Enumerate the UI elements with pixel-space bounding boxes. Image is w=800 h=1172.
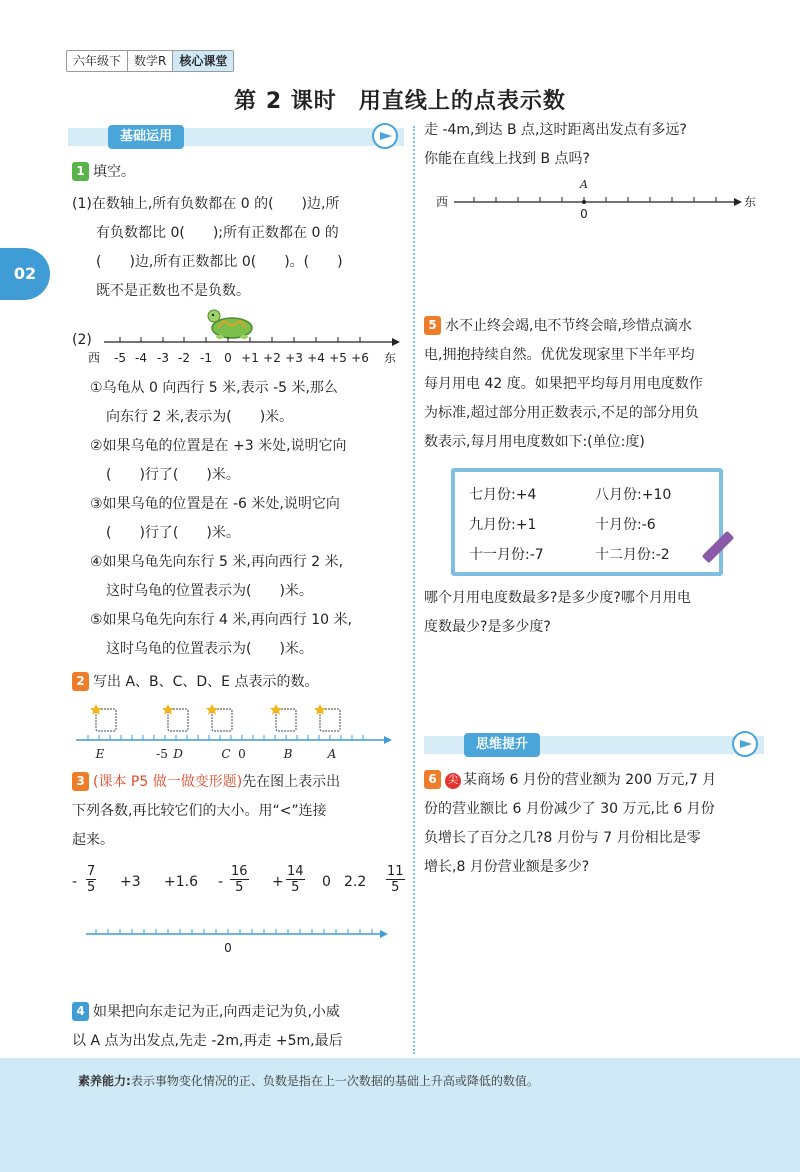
axis-tick-label: -5 bbox=[114, 351, 126, 365]
axis-tick-label: 0 bbox=[224, 351, 232, 365]
q1-part1 bbox=[72, 190, 343, 306]
q3-line3: 起来。 bbox=[72, 832, 114, 848]
header-grade: 六年级下 bbox=[67, 51, 128, 71]
lesson-name: 用直线上的点表示数 bbox=[358, 89, 566, 114]
axis-tick-label: +1 bbox=[241, 351, 259, 365]
q1-label: 填空。 bbox=[93, 164, 135, 180]
q1-part1-line2: 有负数都比 0( );所有正数都在 0 的 bbox=[96, 225, 339, 241]
q6-text bbox=[424, 766, 716, 882]
month-cell: 十二月份:-2 bbox=[595, 547, 670, 563]
q1-item3-line1: ③如果乌龟的位置是在 -6 米处,说明它向 bbox=[90, 496, 340, 512]
q3-number-list bbox=[72, 864, 408, 904]
section-bar-basic bbox=[68, 128, 404, 146]
q5-line3: 每月用电 42 度。如果把平均每月用电度数作 bbox=[424, 376, 703, 392]
q3-n2: +3 bbox=[120, 874, 141, 890]
axis-tick-label: -2 bbox=[178, 351, 190, 365]
q2-number: 2 bbox=[72, 672, 89, 691]
axis-tick-label: +3 bbox=[285, 351, 303, 365]
q4-line3: 走 -4m,到达 B 点,这时距离出发点有多远? bbox=[424, 122, 687, 138]
q1-item3-line2: ( )行了( )米。 bbox=[106, 525, 240, 541]
footer-label: 素养能力: bbox=[78, 1074, 131, 1088]
header-tab bbox=[66, 50, 234, 72]
paper-plane-icon bbox=[732, 731, 758, 757]
q1-item5-line1: ⑤如果乌龟先向东行 4 米,再向西行 10 米, bbox=[90, 612, 352, 628]
q6-line3: 负增长了百分之几?8 月份与 7 月份相比是零 bbox=[424, 830, 701, 846]
q3-n1-fraction: $\frac{7}{5}$ bbox=[87, 864, 96, 895]
axis-tick-label: -1 bbox=[200, 351, 212, 365]
q2-label-minus5: -5 bbox=[156, 747, 168, 761]
axis-tick-label: +4 bbox=[307, 351, 325, 365]
q1-number: 1 bbox=[72, 162, 89, 181]
q3-axis-zero: 0 bbox=[224, 941, 232, 955]
side-page-tab: 02 bbox=[0, 248, 50, 300]
q4-number: 4 bbox=[72, 1002, 89, 1021]
q1-item4-line2: 这时乌龟的位置表示为( )米。 bbox=[106, 583, 313, 599]
q1-part1-line1: (1)在数轴上,所有负数都在 0 的( )边,所 bbox=[72, 196, 340, 212]
q2-label-zero: 0 bbox=[238, 747, 246, 761]
hard-badge: 尖 bbox=[445, 773, 461, 789]
q2-label-a: A bbox=[327, 747, 337, 761]
electricity-table bbox=[451, 468, 723, 576]
q2-label-d: D bbox=[173, 747, 183, 761]
q5-question-line2: 度数最少?是多少度? bbox=[424, 619, 551, 635]
q3-n7: 2.2 bbox=[344, 874, 367, 890]
axis-tick-label: +5 bbox=[329, 351, 347, 365]
q5-text bbox=[424, 312, 703, 457]
q3-n4-sign: - bbox=[218, 874, 224, 890]
q6-line2: 份的营业额比 6 月份减少了 30 万元,比 6 月份 bbox=[424, 801, 715, 817]
q3-number: 3 bbox=[72, 772, 89, 791]
q1-item5-line2: 这时乌龟的位置表示为( )米。 bbox=[106, 641, 313, 657]
q2-label-c: C bbox=[221, 747, 231, 761]
month-cell: 九月份:+1 bbox=[469, 517, 537, 533]
q2-text: 写出 A、B、C、D、E 点表示的数。 bbox=[93, 674, 319, 690]
q3-number-line bbox=[84, 924, 396, 956]
axis-label-east: 东 bbox=[383, 351, 397, 365]
q4-line4: 你能在直线上找到 B 点吗? bbox=[424, 151, 590, 167]
q3-n3: +1.6 bbox=[164, 874, 198, 890]
q2-label-b: B bbox=[283, 747, 293, 761]
q5-line5: 数表示,每月用电度数如下:(单位:度) bbox=[424, 434, 645, 450]
q1-part2-label: (2) bbox=[72, 332, 92, 348]
q4-number-line bbox=[434, 176, 764, 220]
q1-item1-line2: 向东行 2 米,表示为( )米。 bbox=[106, 409, 294, 425]
q1-part1-line4: 既不是正数也不是负数。 bbox=[96, 283, 250, 299]
q4-west: 西 bbox=[436, 195, 449, 209]
q3-n1-sign: - bbox=[72, 874, 78, 890]
q4-text-left bbox=[72, 998, 343, 1056]
q2-heading bbox=[72, 668, 318, 697]
axis-tick-label: +6 bbox=[351, 351, 369, 365]
q6-line4: 增长,8 月份营业额是多少? bbox=[424, 859, 590, 875]
month-cell: 七月份:+4 bbox=[469, 487, 537, 503]
q4-point-a: A bbox=[580, 178, 588, 191]
q3-n4-fraction: $\frac{16}{5}$ bbox=[231, 864, 248, 895]
page-title bbox=[0, 84, 800, 115]
axis-tick-label: -4 bbox=[135, 351, 147, 365]
section-label-thinking: 思维提升 bbox=[464, 733, 540, 757]
lesson-number: 第 2 课时 bbox=[234, 89, 337, 114]
q3-n6: 0 bbox=[322, 874, 331, 890]
axis-tick-label: +2 bbox=[263, 351, 281, 365]
q3-line1: 先在图上表示出 bbox=[242, 774, 341, 790]
q5-line1: 水不止终会竭,电不节终会暗,珍惜点滴水 bbox=[445, 318, 692, 334]
q2-number-line bbox=[72, 700, 402, 764]
q1-item1-line1: ①乌龟从 0 向西行 5 米,表示 -5 米,那么 bbox=[90, 380, 338, 396]
q3-n5-sign: + bbox=[272, 874, 284, 890]
turtle-number-line bbox=[86, 332, 406, 370]
month-cell: 八月份:+10 bbox=[595, 487, 672, 503]
q5-question bbox=[424, 584, 691, 642]
section-label-basic: 基础运用 bbox=[108, 125, 184, 149]
month-cell: 十一月份:-7 bbox=[469, 547, 544, 563]
axis-label-west: 西 bbox=[87, 351, 101, 365]
footer-note bbox=[78, 1072, 539, 1089]
q1-item2-line1: ②如果乌龟的位置是在 +3 米处,说明它向 bbox=[90, 438, 347, 454]
q3-text bbox=[72, 768, 340, 855]
footer-text: 表示事物变化情况的正、负数是指在上一次数据的基础上升高或降低的数值。 bbox=[130, 1074, 539, 1088]
q3-note: (课本 P5 做一做变形题) bbox=[93, 774, 243, 790]
header-core: 核心课堂 bbox=[173, 51, 233, 71]
q4-zero: 0 bbox=[580, 207, 588, 220]
column-divider bbox=[413, 126, 415, 1054]
q1-item4-line1: ④如果乌龟先向东行 5 米,再向西行 2 米, bbox=[90, 554, 344, 570]
paper-plane-icon bbox=[372, 123, 398, 149]
q4-east: 东 bbox=[744, 195, 757, 209]
header-subject: 数学R bbox=[128, 51, 173, 71]
axis-tick-label: -3 bbox=[157, 351, 169, 365]
month-cell: 十月份:-6 bbox=[595, 517, 656, 533]
q4-text-right bbox=[424, 116, 687, 174]
q1-part1-line3: ( )边,所有正数都比 0( )。( ) bbox=[96, 254, 343, 270]
q5-line4: 为标准,超过部分用正数表示,不足的部分用负 bbox=[424, 405, 699, 421]
q1-heading bbox=[72, 158, 135, 187]
q2-label-e: E bbox=[95, 747, 105, 761]
q6-line1: 某商场 6 月份的营业额为 200 万元,7 月 bbox=[463, 772, 717, 788]
section-bar-thinking bbox=[424, 736, 764, 754]
footer-band bbox=[0, 1058, 800, 1172]
q1-part2-items bbox=[90, 374, 352, 664]
q6-number: 6 bbox=[424, 770, 441, 789]
q5-number: 5 bbox=[424, 316, 441, 335]
q4-line1: 如果把向东走记为正,向西走记为负,小威 bbox=[93, 1004, 340, 1020]
q3-n5-fraction: $\frac{14}{5}$ bbox=[287, 864, 304, 895]
q1-item2-line2: ( )行了( )米。 bbox=[106, 467, 240, 483]
q5-line2: 电,拥抱持续自然。优优发现家里下半年平均 bbox=[424, 347, 695, 363]
q3-n8-fraction: $\frac{11}{5}$ bbox=[387, 864, 404, 895]
q4-line2: 以 A 点为出发点,先走 -2m,再走 +5m,最后 bbox=[72, 1033, 343, 1049]
q5-question-line1: 哪个月用电度数最多?是多少度?哪个月用电 bbox=[424, 590, 691, 606]
q3-line2: 下列各数,再比较它们的大小。用“<”连接 bbox=[72, 803, 327, 819]
